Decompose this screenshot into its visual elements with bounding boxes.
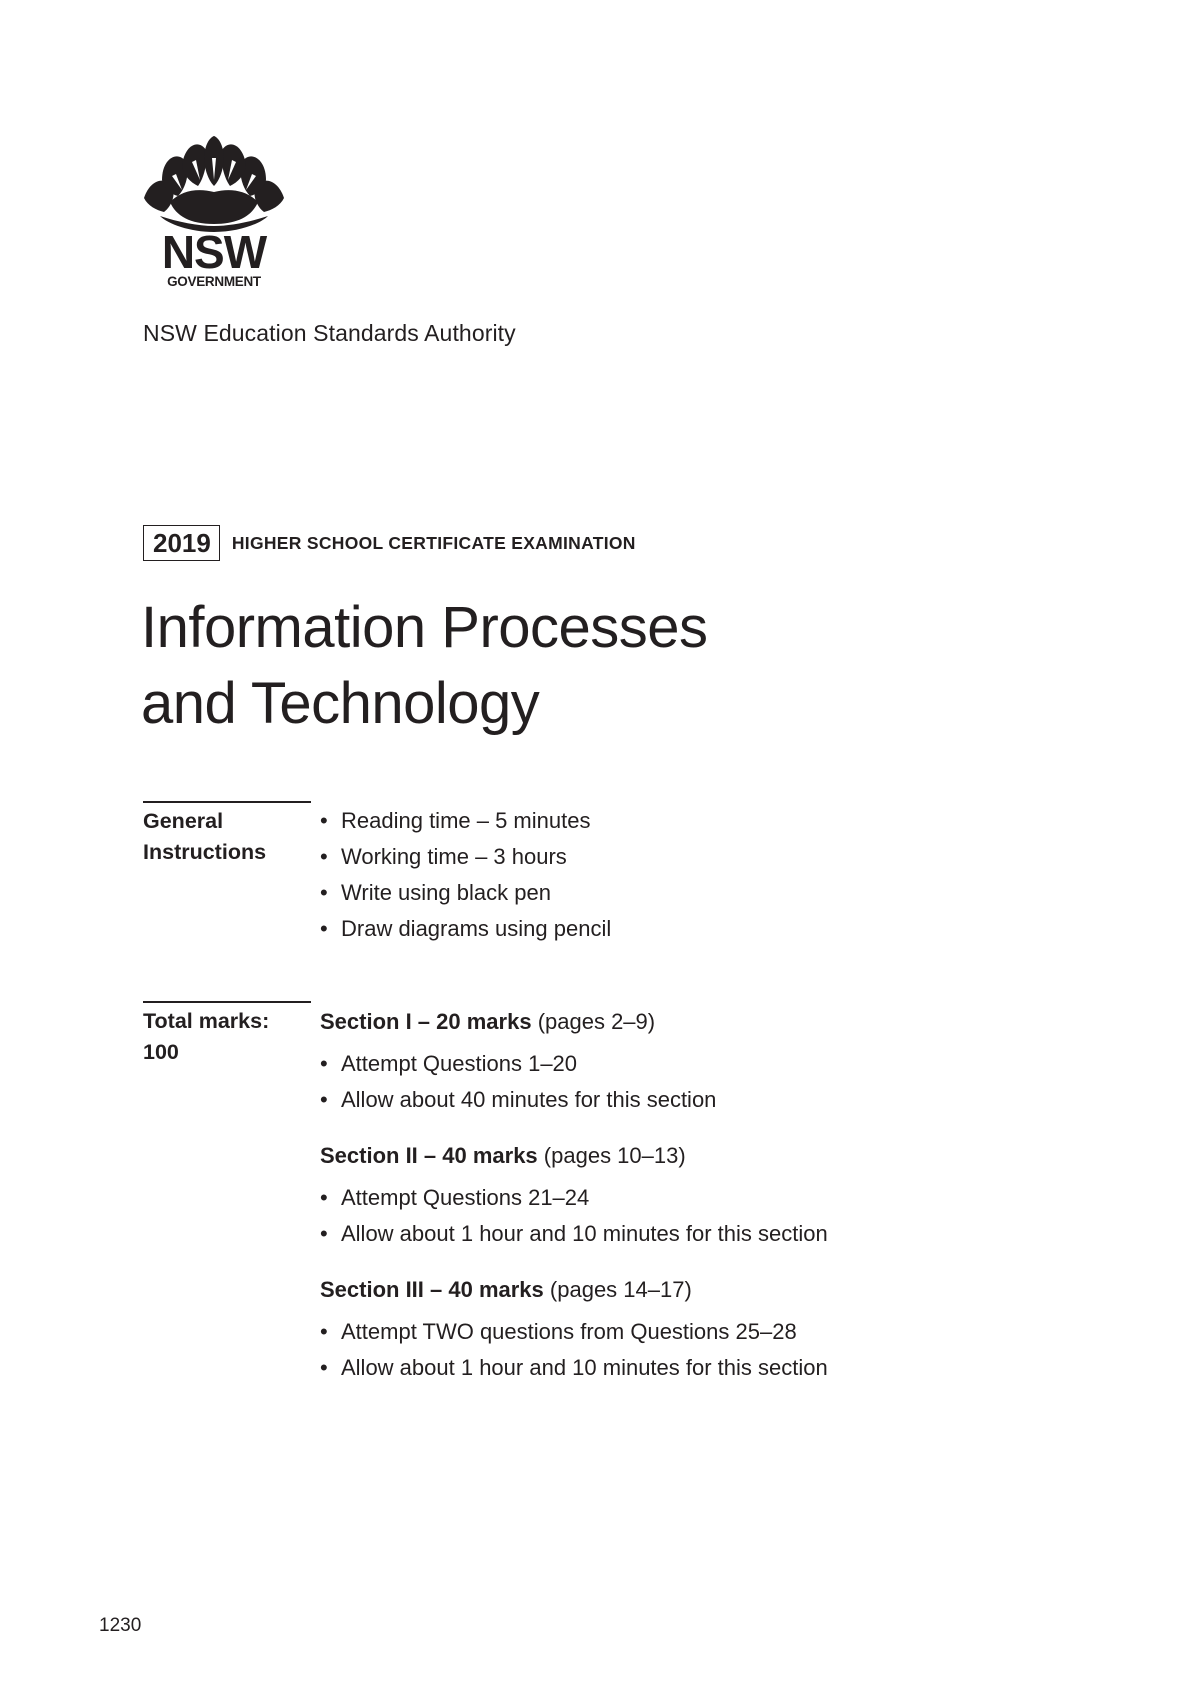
list-item: • Draw diagrams using pencil [320, 911, 611, 947]
logo-wordmark: NSW [161, 226, 267, 278]
list-item: • Write using black pen [320, 875, 611, 911]
waratah-logo-icon [142, 136, 286, 288]
section-2-title: Section II – 40 marks [320, 1143, 538, 1168]
list-item: • Allow about 1 hour and 10 minutes for this section [320, 1350, 828, 1386]
list-item: • Attempt Questions 1–20 [320, 1046, 716, 1082]
general-instructions-label [143, 806, 266, 868]
section-3-title: Section III – 40 marks [320, 1277, 544, 1302]
list-item: • Attempt TWO questions from Questions 25–28 [320, 1314, 828, 1350]
list-item: • Reading time – 5 minutes [320, 803, 611, 839]
exam-line [143, 525, 636, 561]
general-instructions-label-line-2: Instructions [143, 840, 267, 864]
section-2-heading [320, 1143, 686, 1169]
section-2-list [320, 1180, 828, 1252]
section-3-list [320, 1314, 828, 1386]
section-3-pages: (pages 14–17) [549, 1277, 692, 1302]
section-1-title: Section I – 20 marks [320, 1009, 532, 1034]
section-1-pages: (pages 2–9) [537, 1009, 656, 1034]
exam-code: 1230 [99, 1615, 142, 1636]
general-instructions-divider [143, 801, 311, 803]
section-2-pages: (pages 10–13) [543, 1143, 686, 1168]
section-3-heading [320, 1277, 692, 1303]
logo-subtext: GOVERNMENT [167, 274, 261, 288]
total-marks-value: 100 [143, 1040, 179, 1064]
subject-title-line-2: and Technology [141, 671, 540, 736]
subject-title [141, 590, 708, 742]
list-item: • Allow about 40 minutes for this section [320, 1082, 716, 1118]
exam-title: HIGHER SCHOOL CERTIFICATE EXAMINATION [231, 532, 636, 553]
nsw-government-logo [142, 136, 286, 288]
general-instructions-list [320, 803, 611, 947]
list-item: • Attempt Questions 21–24 [320, 1180, 828, 1216]
section-1-heading [320, 1009, 655, 1035]
list-item: • Allow about 1 hour and 10 minutes for this section [320, 1216, 828, 1252]
exam-year-box: 2019 [143, 525, 220, 561]
total-marks-divider [143, 1001, 311, 1003]
authority-name: NSW Education Standards Authority [143, 320, 516, 346]
total-marks-label-line-1: Total marks: [143, 1009, 270, 1033]
general-instructions-label-line-1: General [143, 809, 224, 833]
total-marks-label [143, 1006, 269, 1068]
list-item: • Working time – 3 hours [320, 839, 611, 875]
section-1-list [320, 1046, 716, 1118]
subject-title-line-1: Information Processes [141, 595, 708, 660]
